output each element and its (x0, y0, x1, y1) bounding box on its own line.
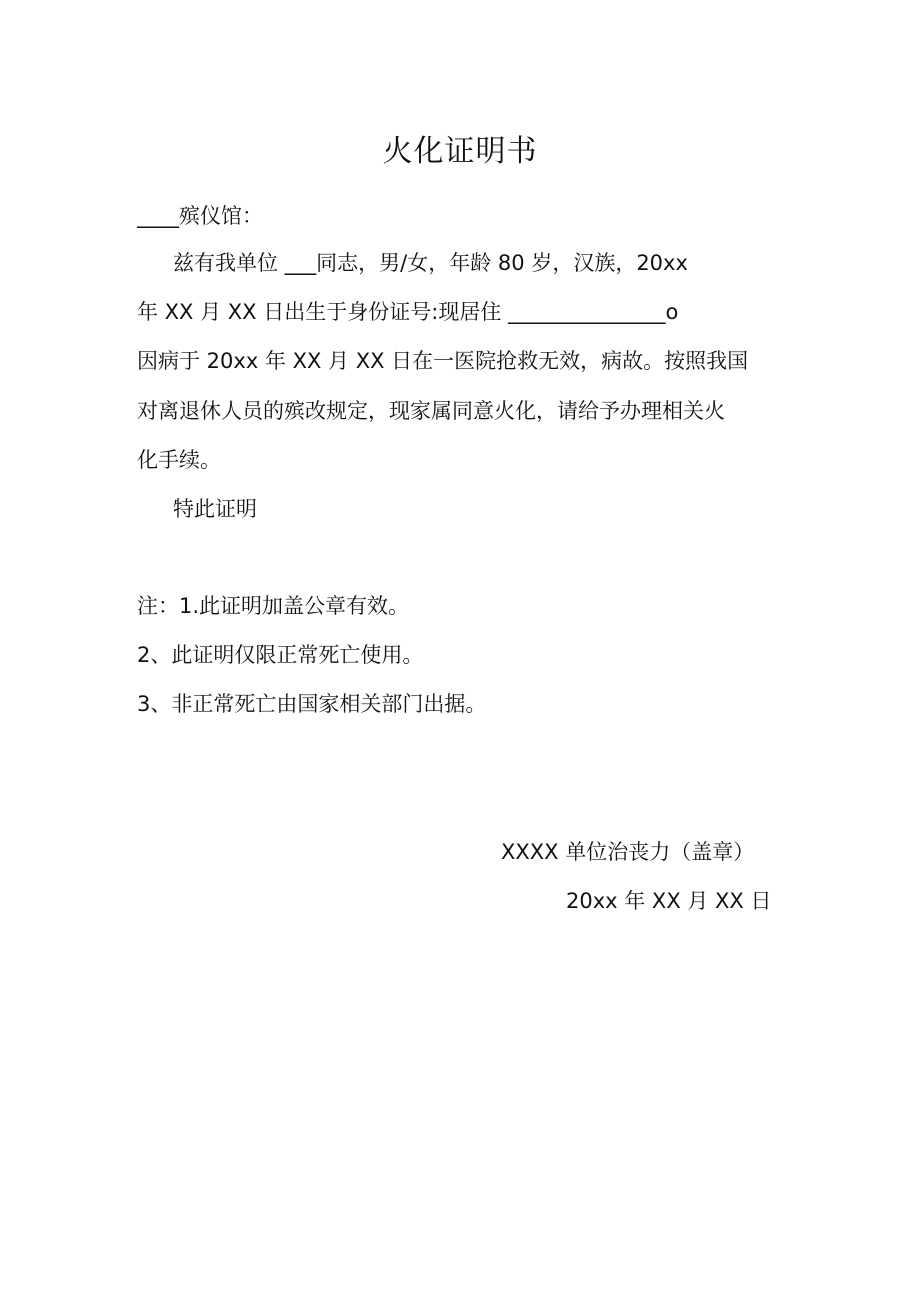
body-line: 对离退休人员的殡改规定，现家属同意火化，请给予办理相关火 (137, 399, 725, 423)
issuer-signature: XXXX 单位治丧力（盖章） (501, 840, 755, 864)
body-line: 因病于 20xx 年 XX 月 XX 日在一医院抢救无效，病故。按照我国 (137, 349, 749, 373)
note-item: 3、非正常死亡由国家相关部门出据。 (137, 692, 487, 716)
issue-date: 20xx 年 XX 月 XX 日 (566, 889, 772, 913)
salutation: ____殡仪馆： (137, 204, 263, 228)
closing-text: 特此证明 (173, 497, 257, 521)
body-line: 年 XX 月 XX 日出生于身份证号:现居住 _______________o (137, 300, 679, 324)
document-title: 火化证明书 (382, 134, 538, 169)
note-item: 注：1.此证明加盖公章有效。 (137, 594, 410, 618)
body-line: 化手续。 (137, 448, 221, 472)
note-item: 2、此证明仅限正常死亡使用。 (137, 643, 424, 667)
body-line: 兹有我单位 ___同志，男/女，年龄 80 岁，汉族，20xx (173, 251, 688, 275)
